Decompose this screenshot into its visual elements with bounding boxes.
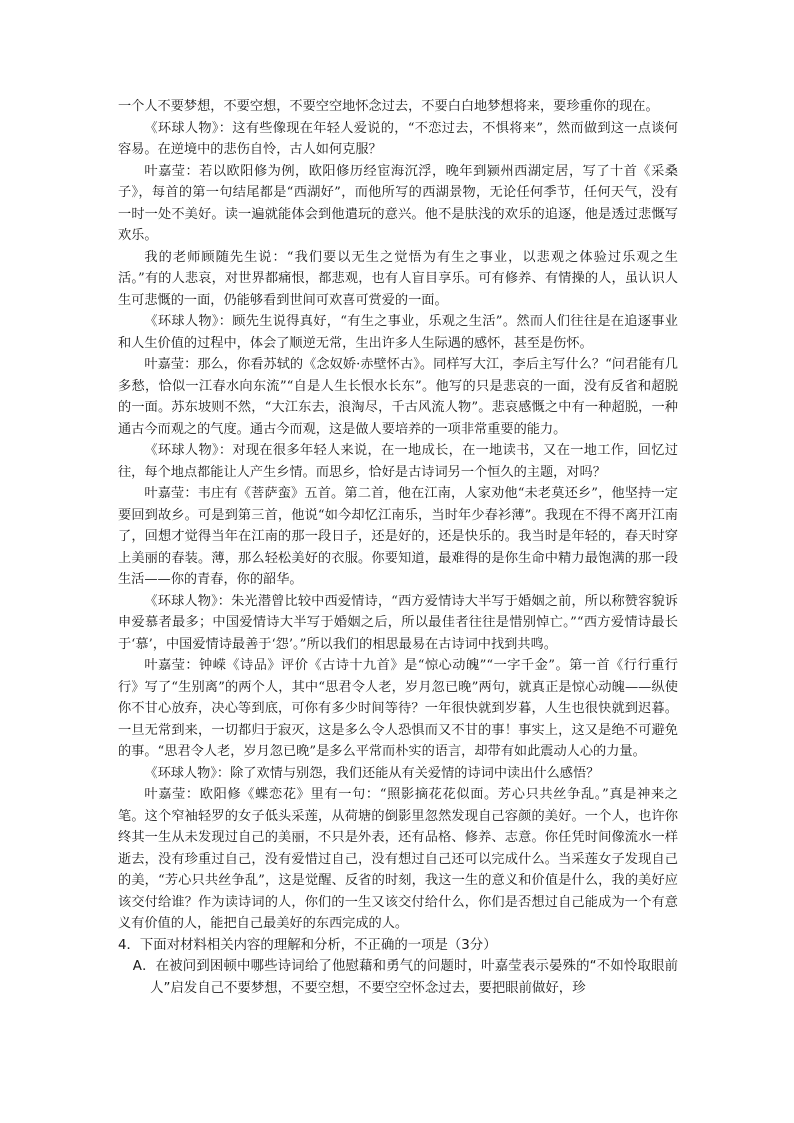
question-4: 4．下面对材料相关内容的理解和分析，不正确的一项是（3分） — [118, 937, 497, 953]
paragraph-7: 《环球人物》：对现在很多年轻人来说，在一地成长，在一地读书，又在一地工作，回忆过往，每个地点都能让人产生乡情。而思乡，恰好是古诗词另一个恒久的主题，对吗？ — [118, 443, 678, 480]
paragraph-6: 叶嘉莹：那么，你看苏轼的《念奴娇·赤壁怀古》。同样写大江，李后主写什么？“问君能有几多愁，恰似一江春水向东流”“自是人生长恨水长东”。他写的只是悲哀的一面，没有反省和超脱的一面。苏东坡则不然，“大江东去，浪淘尽，千古风流人物”。悲哀感慨之中有一种超脱，一种通古今而观之的气度。通古今而观，这是做人要培养的一项非常重要的能力。 — [118, 357, 678, 437]
paragraph-1: 一个人不要梦想，不要空想，不要空空地怀念过去，不要白白地梦想将来，要珍重你的现在。 — [118, 99, 659, 114]
paragraph-11: 《环球人物》：除了欢情与别怨，我们还能从有关爱情的诗词中读出什么感悟？ — [144, 765, 600, 781]
paragraph-2: 《环球人物》：这有些像现在年轻人爱说的，“不恋过去，不惧将来”，然而做到这一点谈何容易。在逆境中的悲伤自怜，古人如何克服？ — [118, 120, 678, 157]
paragraph-12: 叶嘉莹：欧阳修《蝶恋花》里有一句：“照影摘花花似面。芳心只共丝争乱。”真是神来之笔。这个窄袖轻罗的女子低头采莲，从荷塘的倒影里忽然发现自己容颜的美好。一个人，也许你终其一生从未发现过自己的美丽，不只是外表，还有品格、修养、志意。你任凭时间像流水一样逝去，没有珍重过自己，没有爱惜过自己，没有想过自己还可以完成什么。当采莲女子发现自己的美，“芳心只共丝争乱”，这是觉醒、反省的时刻，我这一生的意义和价值是什么，我的美好应该交付给谁？作为读诗词的人，你们的一生又该交付给什么，你们是否想过自己能成为一个有意义有价值的人，能把自己最美好的东西完成的人。 — [118, 787, 678, 931]
document-page — [118, 96, 678, 999]
paragraph-4: 我的老师顾随先生说：“我们要以无生之觉悟为有生之事业，以悲观之体验过乐观之生活。”有的人悲哀，对世界都痛恨，都悲观，也有人盲目享乐。可有修养、有情操的人，虽认识人生可悲慨的一面，仍能够看到世间可欢喜可赏爱的一面。 — [118, 249, 678, 308]
paragraph-10: 叶嘉莹：钟嵘《诗品》评价《古诗十九首》是“惊心动魄”“一字千金”。第一首《行行重行行》写了“生别离”的两个人，其中“思君令人老，岁月忽已晚”两句，就真正是惊心动魄——纵使你不甘心放弃，决心等到底，可你有多少时间等待？一年很快就到岁暮，人生也很快就到迟暮。一旦无常到来，一切都归于寂灭，这是多么令人恐惧而又不甘的事！事实上，这又是绝不可避免的事。“思君令人老，岁月忽已晚”是多么平常而朴实的语言，却带有如此震动人心的力量。 — [118, 658, 678, 759]
option-a: A．在被问到困顿中哪些诗词给了他慰藉和勇气的问题时，叶嘉莹表示晏殊的“不如怜取眼前人”启发自己不要梦想，不要空想，不要空空怀念过去，要把眼前做好，珍 — [132, 959, 678, 996]
paragraph-9: 《环球人物》：朱光潜曾比较中西爱情诗，“西方爱情诗大半写于婚姻之前，所以称赞容貌诉申爱慕者最多；中国爱情诗大半写于婚姻之后，所以最佳者往往是惜别悼亡。”“西方爱情诗最长于‘慕’，中国爱情诗最善于‘怨’。”所以我们的相思最易在古诗词中找到共鸣。 — [118, 593, 678, 652]
paragraph-3: 叶嘉莹：若以欧阳修为例，欧阳修历经宦海沉浮，晚年到颍州西湖定居，写了十首《采桑子》，每首的第一句结尾都是“西湖好”，而他所写的西湖景物，无论任何季节，任何天气，没有一时一处不美好。读一遍就能体会到他遣玩的意兴。他不是肤浅的欢乐的追逐，他是透过悲慨写欢乐。 — [118, 163, 678, 243]
paragraph-5: 《环球人物》：顾先生说得真好，“有生之事业，乐观之生活”。然而人们往往是在追逐事业和人生价值的过程中，体会了顺逆无常，生出许多人生际遇的感怀，甚至是伤怀。 — [118, 314, 678, 351]
paragraph-8: 叶嘉莹：韦庄有《菩萨蛮》五首。第二首，他在江南，人家劝他“未老莫还乡”，他坚持一定要回到故乡。可是到第三首，他说“如今却忆江南乐，当时年少春衫薄”。我现在不得不离开江南了，回想才觉得当年在江南的那一段日子，还是好的，还是快乐的。我当时是年轻的，春天时穿上美丽的春装。薄，那么轻松美好的衣服。你要知道，最难得的是你生命中精力最饱满的那一段生活——你的青春，你的韶华。 — [118, 486, 678, 587]
